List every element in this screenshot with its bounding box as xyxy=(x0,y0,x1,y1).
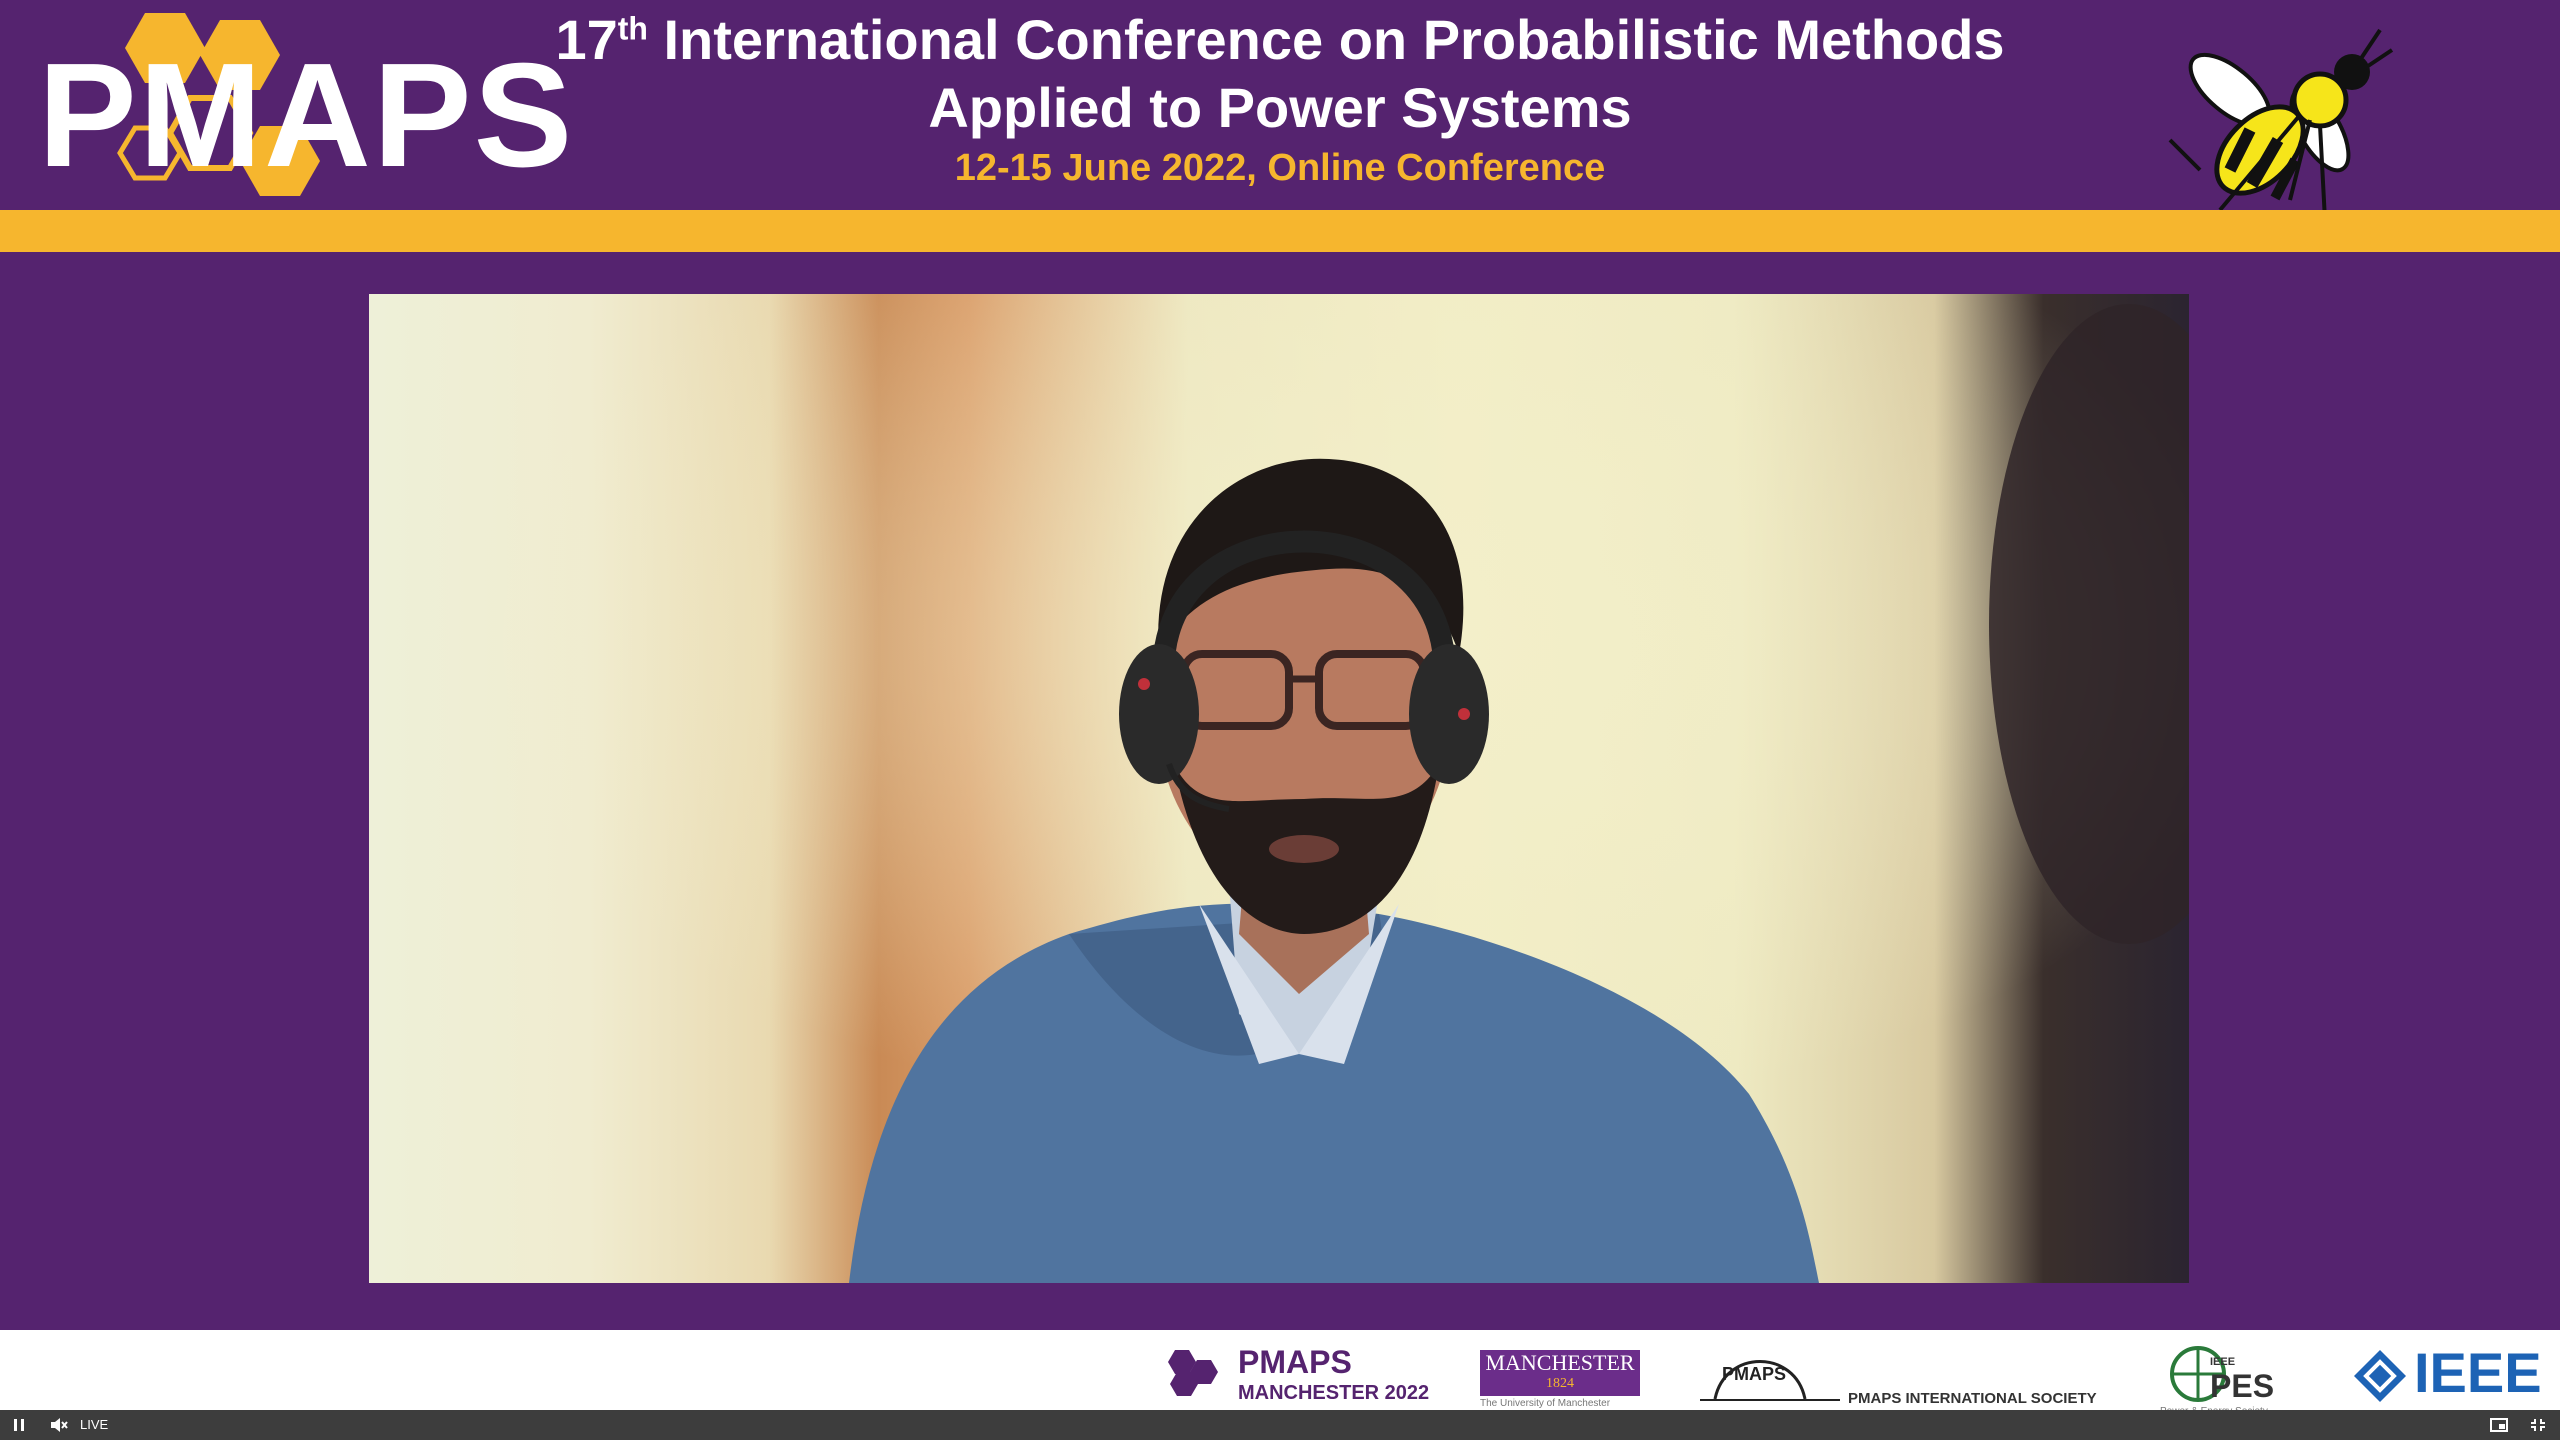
pmaps-manchester-subtitle: MANCHESTER 2022 xyxy=(1238,1382,1430,1404)
exit-fullscreen-icon[interactable] xyxy=(2530,1418,2546,1432)
pmaps-society-logo-text: PMAPS xyxy=(1722,1364,1787,1384)
ieee-pes-text: PES xyxy=(2210,1368,2275,1404)
player-controls xyxy=(0,1410,2560,1440)
ieee-diamond-icon xyxy=(2352,1348,2408,1404)
pmaps-society-name: PMAPS INTERNATIONAL SOCIETY xyxy=(1848,1390,2097,1407)
ieee-pes-small-text: IEEE xyxy=(2210,1356,2236,1368)
manchester-logo-year: 1824 xyxy=(1546,1376,1574,1391)
manchester-logo-text: MANCHESTER xyxy=(1485,1350,1635,1375)
manchester-university-logo xyxy=(1480,1350,1640,1396)
conference-title-line1: 17th International Conference on Probabilistic Methods xyxy=(555,8,2005,71)
live-label: LIVE xyxy=(80,1417,109,1432)
pmaps-logo-text: PMAPS xyxy=(38,33,575,198)
manchester-caption: The University of Manchester xyxy=(1480,1398,1611,1409)
mute-icon[interactable] xyxy=(50,1417,68,1433)
pause-icon[interactable] xyxy=(12,1418,26,1432)
conference-title-line2: Applied to Power Systems xyxy=(928,76,1632,139)
pmaps-manchester-title: PMAPS xyxy=(1238,1344,1352,1380)
conference-dates: 12-15 June 2022, Online Conference xyxy=(954,147,1606,189)
speaker-video[interactable] xyxy=(369,294,2189,1283)
gold-stripe xyxy=(0,210,2560,252)
speaker-figure xyxy=(369,294,2189,1283)
ieee-text: IEEE xyxy=(2414,1341,2542,1404)
picture-in-picture-icon[interactable] xyxy=(2490,1418,2508,1432)
sponsor-strip xyxy=(0,1330,2560,1410)
conference-banner xyxy=(0,0,2560,210)
pmaps-manchester-hex-icon xyxy=(1165,1348,1229,1398)
